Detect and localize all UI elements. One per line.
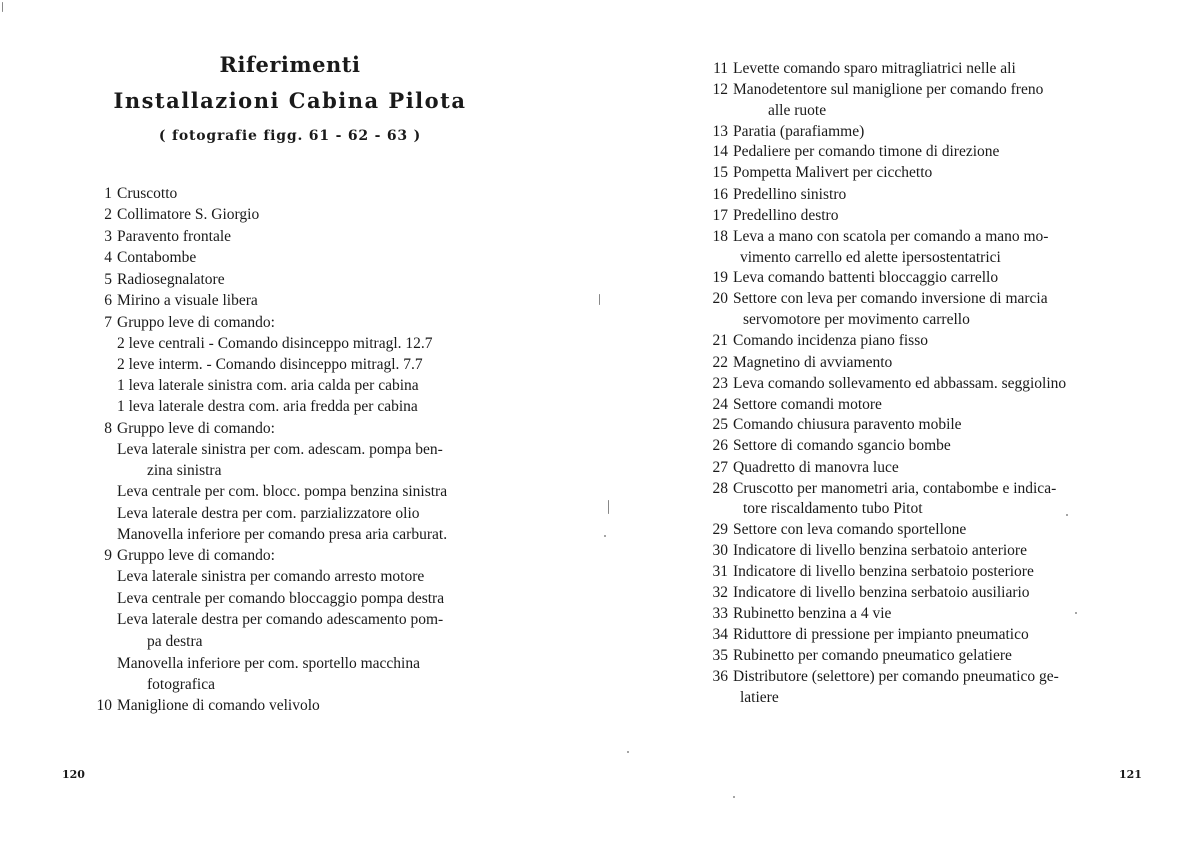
item-number: 4 [104, 249, 112, 266]
list-item [86, 270, 225, 290]
list-item [706, 353, 892, 373]
item-text: Maniglione di comando velivolo [117, 697, 320, 714]
item-number: 30 [712, 542, 728, 559]
list-item-continuation: latiere [740, 689, 779, 706]
item-text: Leva comando battenti bloccaggio carrello [733, 269, 999, 286]
item-number: 9 [104, 547, 112, 564]
item-text: Rubinetto benzina a 4 vie [733, 605, 892, 622]
item-number: 23 [712, 375, 728, 392]
list-item [706, 185, 846, 205]
list-item [86, 291, 258, 311]
list-item [706, 142, 999, 162]
list-item [706, 415, 962, 435]
scan-speck [604, 535, 606, 537]
item-number: 33 [712, 605, 728, 622]
list-item [86, 546, 275, 566]
item-number: 26 [712, 437, 728, 454]
list-item [86, 696, 320, 716]
item-number: 27 [712, 459, 728, 476]
scan-speck [1066, 514, 1068, 516]
list-item [706, 625, 1029, 645]
item-text: Predellino destro [733, 207, 839, 224]
item-text: Manodetentore sul maniglione per comando freno [733, 81, 1044, 98]
item-text: Indicatore di livello benzina serbatoio anteriore [733, 542, 1027, 559]
scan-speck [608, 500, 609, 514]
list-item-continuation: alle ruote [768, 102, 827, 119]
list-item [706, 562, 1034, 582]
item-number: 34 [712, 626, 728, 643]
item-number: 2 [104, 206, 112, 223]
item-number: 28 [712, 480, 728, 497]
list-item [706, 583, 1030, 603]
list-item [706, 604, 891, 624]
item-text: Pedaliere per comando timone di direzione [733, 143, 1000, 160]
item-text: Rubinetto per comando pneumatico gelatiere [733, 647, 1012, 664]
item-text: Collimatore S. Giorgio [117, 206, 260, 223]
item-text: Indicatore di livello benzina serbatoio ausiliario [733, 584, 1030, 601]
list-subitem: Manovella inferiore per com. sportello macchina [117, 655, 420, 672]
item-text: Paravento frontale [117, 228, 232, 245]
item-number: 3 [104, 228, 112, 245]
item-text: Gruppo leve di comando: [117, 547, 275, 564]
item-text: Gruppo leve di comando: [117, 420, 275, 437]
list-subitem: Leva laterale sinistra per com. adescam. pompa ben- [117, 441, 443, 458]
item-number: 16 [712, 186, 728, 203]
item-number: 35 [712, 647, 728, 664]
title-line-1: Riferimenti [219, 52, 361, 77]
list-item [86, 184, 177, 204]
scan-speck [733, 796, 735, 798]
list-item [706, 268, 998, 288]
list-subitem: Leva centrale per comando bloccaggio pompa destra [117, 590, 445, 607]
item-number: 17 [712, 207, 728, 224]
list-subitem-continuation: fotografica [147, 676, 215, 693]
list-subitem: Leva centrale per com. blocc. pompa benzina sinistra [117, 483, 448, 500]
item-text: Paratia (parafiamme) [733, 123, 865, 140]
item-number: 20 [712, 290, 728, 307]
item-number: 25 [712, 416, 728, 433]
list-item-continuation: tore riscaldamento tubo Pitot [743, 500, 923, 517]
item-text: Distributore (selettore) per comando pneumatico ge- [733, 668, 1059, 685]
item-number: 21 [712, 332, 728, 349]
page-number-right: 121 [1119, 768, 1142, 781]
list-item [706, 59, 1016, 79]
scan-speck [2, 2, 3, 12]
item-number: 18 [712, 228, 728, 245]
list-item [86, 313, 275, 333]
list-item [706, 163, 932, 183]
item-text: Pompetta Malivert per cicchetto [733, 164, 933, 181]
scan-speck [1075, 612, 1077, 614]
list-item [706, 227, 1048, 247]
item-text: Leva a mano con scatola per comando a mano mo- [733, 228, 1049, 245]
item-number: 22 [712, 354, 728, 371]
list-item [86, 419, 275, 439]
item-text: Settore comandi motore [733, 396, 882, 413]
list-subitem: Leva laterale destra per comando adescamento pom- [117, 611, 444, 628]
scan-speck [599, 294, 600, 305]
item-text: Settore con leva per comando inversione di marcia [733, 290, 1048, 307]
item-text: Quadretto di manovra luce [733, 459, 899, 476]
list-item [706, 122, 864, 142]
item-number: 29 [712, 521, 728, 538]
item-number: 15 [712, 164, 728, 181]
item-number: 31 [712, 563, 728, 580]
item-number: 32 [712, 584, 728, 601]
item-number: 12 [712, 81, 728, 98]
item-number: 11 [713, 60, 728, 77]
item-number: 8 [104, 420, 112, 437]
item-text: Predellino sinistro [733, 186, 847, 203]
item-text: Comando chiusura paravento mobile [733, 416, 962, 433]
list-subitem: 2 leve interm. - Comando disinceppo mitragl. 7.7 [117, 356, 423, 373]
item-number: 14 [712, 143, 728, 160]
item-text: Magnetino di avviamento [733, 354, 893, 371]
list-item [706, 436, 951, 456]
item-text: Riduttore di pressione per impianto pneumatico [733, 626, 1029, 643]
item-text: Cruscotto [117, 185, 178, 202]
item-number: 5 [104, 271, 112, 288]
list-item [86, 227, 231, 247]
list-subitem-continuation: zina sinistra [147, 462, 222, 479]
list-item [706, 206, 838, 226]
title-line-2: Installazioni Cabina Pilota [113, 88, 467, 113]
list-item [86, 205, 259, 225]
list-item [706, 80, 1043, 100]
list-item [706, 541, 1027, 561]
list-item [706, 395, 882, 415]
item-text: Mirino a visuale libera [117, 292, 258, 309]
list-subitem-continuation: pa destra [147, 633, 203, 650]
item-number: 13 [712, 123, 728, 140]
list-subitem: 1 leva laterale destra com. aria fredda per cabina [117, 398, 418, 415]
right-page [600, 0, 1200, 849]
item-number: 7 [104, 314, 112, 331]
item-text: Settore con leva comando sportellone [733, 521, 967, 538]
item-number: 1 [104, 185, 112, 202]
item-text: Settore di comando sgancio bombe [733, 437, 951, 454]
item-text: Indicatore di livello benzina serbatoio posteriore [733, 563, 1034, 580]
list-subitem: 2 leve centrali - Comando disinceppo mitragl. 12.7 [117, 335, 433, 352]
list-item-continuation: servomotore per movimento carrello [743, 311, 970, 328]
list-item [706, 667, 1059, 687]
item-text: Comando incidenza piano fisso [733, 332, 928, 349]
list-item [706, 458, 899, 478]
list-subitem: 1 leva laterale sinistra com. aria calda per cabina [117, 377, 419, 394]
list-item [706, 374, 1066, 394]
list-subitem: Leva laterale sinistra per comando arresto motore [117, 568, 425, 585]
item-number: 24 [712, 396, 728, 413]
list-item [706, 520, 966, 540]
item-text: Radiosegnalatore [117, 271, 225, 288]
item-number: 36 [712, 668, 728, 685]
item-number: 10 [96, 697, 112, 714]
item-number: 19 [712, 269, 728, 286]
item-text: Levette comando sparo mitragliatrici nelle ali [733, 60, 1016, 77]
list-subitem: Leva laterale destra per com. parzializzatore olio [117, 505, 420, 522]
scan-speck [627, 751, 629, 753]
list-item [86, 248, 196, 268]
item-text: Cruscotto per manometri aria, contabombe e indica- [733, 480, 1057, 497]
list-item [706, 289, 1048, 309]
page-number-left: 120 [62, 768, 85, 781]
item-text: Gruppo leve di comando: [117, 314, 275, 331]
list-item [706, 646, 1012, 666]
item-text: Leva comando sollevamento ed abbassam. seggiolino [733, 375, 1067, 392]
list-item [706, 479, 1056, 499]
item-number: 6 [104, 292, 112, 309]
item-text: Contabombe [117, 249, 197, 266]
list-item [706, 331, 928, 351]
list-item-continuation: vimento carrello ed alette ipersostentatrici [740, 249, 1001, 266]
title-line-3: ( fotografie figg. 61 - 62 - 63 ) [158, 128, 422, 144]
list-subitem: Manovella inferiore per comando presa aria carburat. [117, 526, 448, 543]
